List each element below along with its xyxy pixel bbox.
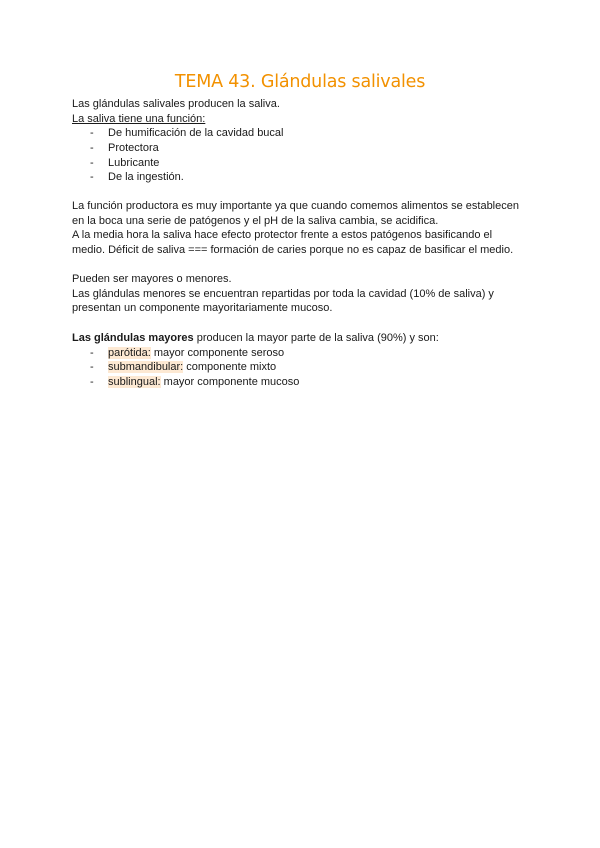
gland-description: mayor componente seroso (150, 346, 285, 359)
paragraph-line: A la media hora la saliva hace efecto protector frente a estos patógenos basificando el (72, 229, 493, 242)
dash-bullet: - (90, 376, 94, 389)
dash-bullet: - (90, 361, 94, 374)
intro-section (72, 97, 542, 185)
paragraph-line: La función productora es muy importante ya que cuando comemos alimentos se establecen (72, 200, 519, 212)
gland-name-highlight: sublingual: (108, 376, 161, 389)
functions-heading: La saliva tiene una función: (72, 112, 206, 125)
production-paragraph (72, 199, 542, 258)
dash-bullet: - (90, 142, 94, 155)
dash-bullet: - (90, 346, 94, 359)
list-item-text: De la ingestión. (108, 171, 184, 184)
list-item (72, 375, 542, 390)
major-glands-list (72, 346, 542, 390)
list-item (72, 360, 542, 375)
functions-list (72, 126, 542, 185)
list-item (72, 141, 542, 156)
major-glands-bold-lead: Las glándulas mayores (72, 332, 194, 344)
list-item-text: De humificación de la cavidad bucal (108, 127, 284, 140)
gland-description: componente mixto (183, 361, 277, 374)
paragraph-line: en la boca una serie de patógenos y el pH de la saliva cambia, se acidifica. (72, 214, 439, 227)
major-glands-section (72, 331, 542, 390)
paragraph-line: Las glándulas menores se encuentran repartidas por toda la cavidad (10% de saliva) y (72, 287, 494, 300)
dash-bullet: - (90, 171, 94, 184)
paragraph-line: Pueden ser mayores o menores. (72, 273, 232, 285)
intro-sentence: Las glándulas salivales producen la saliva. (72, 98, 280, 110)
list-item-text: Lubricante (108, 156, 160, 169)
paragraph-line: presentan un componente mayoritariamente mucoso. (72, 302, 333, 315)
list-item-text: Protectora (108, 142, 159, 155)
list-item (72, 126, 542, 141)
gland-name-highlight: submandibular: (108, 361, 184, 374)
page-title: TEMA 43. Glándulas salivales (174, 72, 426, 92)
gland-name-highlight: parótida: (108, 346, 151, 359)
paragraph-line: medio. Déficit de saliva === formación de caries porque no es capaz de basificar el medio. (72, 244, 514, 257)
list-item (72, 170, 542, 185)
list-item (72, 156, 542, 171)
list-item (72, 346, 542, 361)
dash-bullet: - (90, 127, 94, 140)
gland-description: mayor componente mucoso (160, 376, 300, 389)
major-glands-intro (72, 331, 542, 346)
dash-bullet: - (90, 156, 94, 169)
classification-paragraph (72, 272, 542, 316)
major-glands-lead-rest: producen la mayor parte de la saliva (90%) y son: (193, 332, 439, 344)
